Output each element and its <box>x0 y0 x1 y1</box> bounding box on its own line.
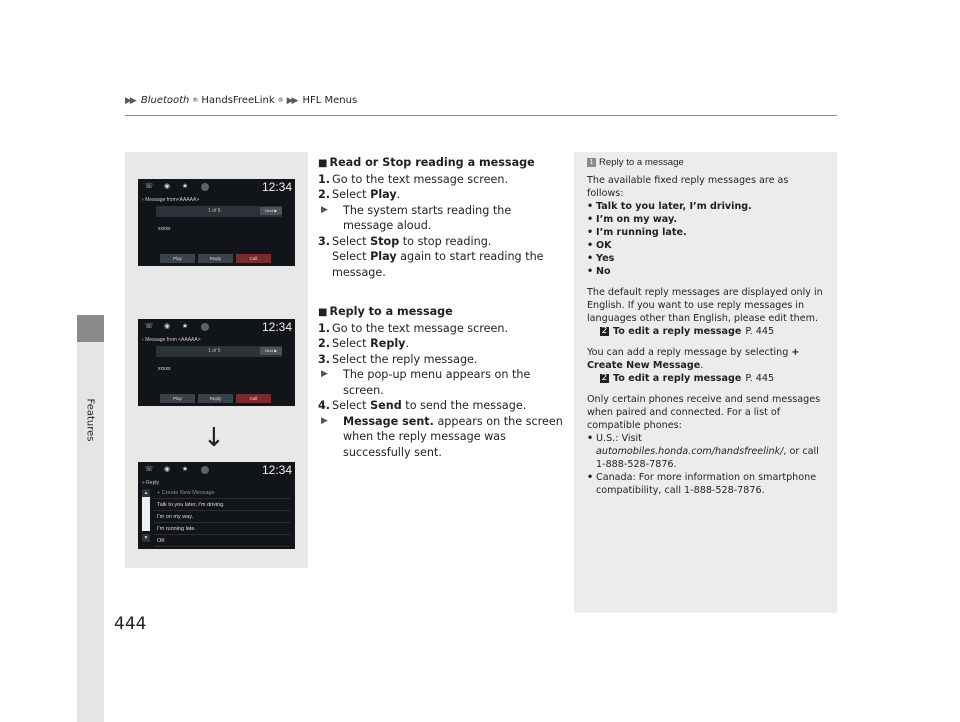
phone-icon: ☏ <box>144 466 154 473</box>
reference-title[interactable]: To edit a reply message <box>613 373 742 384</box>
step-number: 2. <box>318 188 331 201</box>
step <box>318 187 563 203</box>
sidebar-note <box>574 152 837 613</box>
compat-bullet-us <box>587 432 824 471</box>
reply-option: • Yes <box>587 252 824 265</box>
clock: 12:34 <box>261 180 292 194</box>
reply-option: • OK <box>587 239 824 252</box>
screen-crumb: › Message from<AAAAA> <box>142 197 200 203</box>
reference-page: P. 445 <box>745 326 775 337</box>
step-text: Select <box>332 234 371 248</box>
softkey-row <box>160 394 271 403</box>
breadcrumb-arrows-icon: ▶▶ <box>125 95 135 106</box>
step-number: 3. <box>318 352 331 366</box>
triangle-arrow-icon: ▶ <box>321 369 328 379</box>
reply-softkey: Reply <box>198 254 233 263</box>
header-bluetooth: Bluetooth <box>140 95 190 106</box>
cross-reference[interactable] <box>587 325 824 338</box>
screen-crumb: › Message from <AAAAA> <box>142 337 201 343</box>
phone-icon: ☏ <box>144 183 154 190</box>
reply-option: • I’m on my way. <box>587 213 824 226</box>
reply-option: • I’m running late. <box>587 226 824 239</box>
cross-reference[interactable] <box>587 372 824 385</box>
home-dot-icon <box>201 323 209 331</box>
note-key: + Create New Message <box>587 347 800 371</box>
header-hfl-menus: HFL Menus <box>302 95 358 106</box>
section-title-text: Reply to a message <box>329 305 453 318</box>
running-header <box>125 95 357 106</box>
screen-reply-list <box>138 462 295 549</box>
next-button: Next ▶ <box>260 207 282 215</box>
section-title-text: Read or Stop reading a message <box>329 156 535 169</box>
step-number: 1. <box>318 321 331 335</box>
message-body: xxxxx <box>158 226 171 232</box>
step <box>318 398 563 414</box>
reply-item: I'm running late. <box>154 524 290 535</box>
clock: 12:34 <box>261 463 292 477</box>
note-intro: The available fixed reply messages are as follows: <box>587 175 789 199</box>
note-paragraph: Only certain phones receive and send messages when paired and connected. For a list of compatible phones: <box>587 394 821 431</box>
step-text: Select <box>332 250 371 263</box>
step <box>318 172 563 188</box>
step-number: 3. <box>318 234 331 248</box>
step-substep <box>318 414 563 461</box>
step-text: Select the reply message. <box>332 352 478 366</box>
softkey-row <box>160 254 271 263</box>
note-title-text: Reply to a message <box>599 157 684 168</box>
call-softkey: Call <box>236 394 271 403</box>
step-key: Stop <box>370 234 400 248</box>
message-counter: 1 of 5 <box>208 208 221 214</box>
step-text: to send the message. <box>401 399 527 412</box>
website-link[interactable]: automobiles.honda.com/handsfreelink/ <box>596 446 784 457</box>
call-softkey: Call <box>236 254 271 263</box>
step-text: Go to the text message screen. <box>332 172 509 186</box>
fav-icon: ★ <box>181 183 189 190</box>
substep-text: The pop-up menu appears on the screen. <box>343 368 531 397</box>
substep-text: The system starts reading the message aloud. <box>343 203 512 232</box>
note-text: . <box>700 360 704 371</box>
step-key: Message sent. <box>343 414 434 428</box>
next-icon: ◉ <box>163 466 171 473</box>
step-key: Reply <box>370 337 406 350</box>
reply-item: I'm on my way. <box>154 512 290 523</box>
play-softkey: Play <box>160 254 195 263</box>
page-number: 444 <box>114 614 147 634</box>
header-reg-mark-2: ® <box>277 97 284 104</box>
next-label: Next <box>264 348 274 353</box>
step-text: . <box>405 337 410 350</box>
step-text: to stop reading. <box>399 234 492 248</box>
crumb-text: Message from <AAAAA> <box>145 337 201 343</box>
chapter-tab-text: Features <box>84 398 96 442</box>
scrollbar <box>142 497 150 531</box>
crumb-text: Reply <box>146 480 159 486</box>
next-button: Next ▶ <box>260 347 282 355</box>
step-number: 4. <box>318 399 331 412</box>
phone-icon: ☏ <box>144 323 154 330</box>
message-counter: 1 of 5 <box>208 348 221 354</box>
substep-text <box>332 414 563 461</box>
reference-page: P. 445 <box>745 373 775 384</box>
scroll-up-icon: ▲ <box>143 490 149 496</box>
fav-icon: ★ <box>181 323 189 330</box>
next-label: Next <box>264 208 274 213</box>
step-text: again to start reading the message. <box>332 250 544 279</box>
screen-message-read <box>138 179 295 266</box>
reference-arrow-icon: 2 <box>601 373 608 383</box>
step-continuation <box>318 249 563 280</box>
compat-bullet-canada: • Canada: For more information on smartphone compatibility, call 1-888-528-7876. <box>587 471 824 497</box>
step <box>318 336 563 352</box>
header-reg-mark: ® <box>192 97 199 104</box>
step <box>318 321 563 337</box>
note-paragraph <box>587 346 824 372</box>
section-title-read <box>318 155 563 172</box>
step-key: Send <box>370 399 402 412</box>
note-text: U.S.: Visit <box>596 433 642 444</box>
reply-option: • Talk to you later, I’m driving. <box>587 200 824 213</box>
step-number: 2. <box>318 337 331 350</box>
reference-title[interactable]: To edit a reply message <box>613 326 742 337</box>
step-text: . <box>396 188 401 201</box>
triangle-arrow-icon: ▶ <box>321 415 328 426</box>
screen-crumb: » Reply <box>142 480 159 486</box>
step-text: Go to the text message screen. <box>332 321 509 335</box>
next-icon: ◉ <box>163 183 171 190</box>
section-title-reply <box>318 304 563 321</box>
step-substep <box>318 203 563 234</box>
step-text: Select <box>332 337 371 350</box>
reply-softkey: Reply <box>198 394 233 403</box>
message-body: xxxxx <box>158 366 171 372</box>
figure-column <box>125 152 308 568</box>
note-number-badge-icon: 1 <box>587 158 596 167</box>
fav-icon: ★ <box>181 466 189 473</box>
step-key: Play <box>370 188 397 201</box>
screen-message-reply <box>138 319 295 406</box>
step <box>318 234 563 250</box>
header-hfl: HandsFreeLink <box>201 95 275 106</box>
play-softkey: Play <box>160 394 195 403</box>
header-rule <box>125 115 837 116</box>
substep-text-tail: appears on the screen when the reply message was successfully sent. <box>343 414 563 459</box>
step-substep <box>318 367 563 398</box>
step-text: Select <box>332 188 371 201</box>
note-paragraph: The default reply messages are displayed only in English. If you want to use reply messages in languages other than English, please edit them. <box>587 287 823 324</box>
reference-arrow-icon: 2 <box>601 326 608 336</box>
clock: 12:34 <box>261 320 292 334</box>
triangle-arrow-icon: ▶ <box>321 204 328 215</box>
crumb-text: Message from<AAAAA> <box>145 197 200 203</box>
step-key: Play <box>370 250 397 263</box>
chapter-tab-marker <box>77 315 104 342</box>
reply-item: Talk to you later, I'm driving. <box>154 500 290 511</box>
reply-option: • No <box>587 265 824 278</box>
note-title <box>587 156 824 169</box>
down-arrow-icon: ↓ <box>203 423 225 453</box>
square-bullet-icon: ■ <box>318 158 328 169</box>
home-dot-icon <box>201 466 209 474</box>
note-text: You can add a reply message by selecting <box>587 347 792 358</box>
note-text: , or call 1-888-528-7876. <box>596 446 819 470</box>
scroll-down-icon: ▼ <box>143 535 149 541</box>
breadcrumb-arrows-icon-2: ▶▶ <box>286 95 297 106</box>
reply-item: OK <box>154 536 290 547</box>
home-dot-icon <box>201 183 209 191</box>
instructions-column <box>318 155 563 460</box>
step <box>318 352 563 368</box>
next-icon: ◉ <box>163 323 171 330</box>
reply-item-create: + Create New Message <box>154 488 290 499</box>
step-text: Select <box>332 399 371 412</box>
square-bullet-icon: ■ <box>318 307 328 318</box>
chapter-tab-label <box>82 380 98 460</box>
step-number: 1. <box>318 172 331 186</box>
